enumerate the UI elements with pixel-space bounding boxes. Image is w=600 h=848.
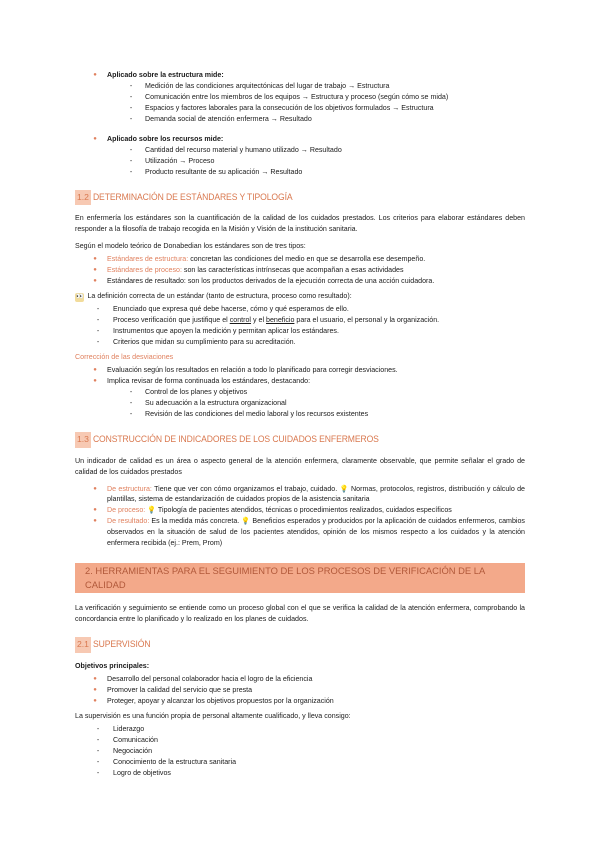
list-item: Cantidad del recurso material y humano utilizado → Resultado bbox=[145, 145, 342, 154]
paragraph: Un indicador de calidad es un área o aspecto general de la atención enfermera, claramente observable, que permite señalar el grado de calidad de los cuidados prestados bbox=[75, 456, 525, 476]
structure-block: ● Aplicado sobre la estructura mide: - Medición de las condiciones arquitectónicas del lugar de trabajo → Estructura - Comunicación entre los miembros de los equipos → Estructura y proceso (según cómo se mida) - Espacios y factores laborales para la consecución de los objetivos formulados → Estructura - Demanda social de atención enfermera → Resultado bbox=[75, 70, 525, 125]
type-label: Estándares de estructura: bbox=[107, 255, 189, 264]
list-item: Negociación bbox=[113, 746, 153, 755]
list-item: Su adecuación a la estructura organizacional bbox=[145, 399, 287, 408]
indicator-label: De resultado: bbox=[107, 517, 150, 526]
list-item: Producto resultante de su aplicación → Resultado bbox=[145, 167, 303, 176]
indicator-label: De proceso: bbox=[107, 506, 146, 515]
bullet-icon: ● bbox=[93, 675, 97, 682]
list-item: Proteger, apoyar y alcanzar los objetivos propuestos por la organización bbox=[107, 696, 334, 705]
paragraph: La supervisión es una función propia de personal altamente cualificado, y lleva consigo: bbox=[75, 711, 351, 720]
bullet-icon: ● bbox=[93, 278, 97, 285]
indicator-label: De estructura: bbox=[107, 484, 152, 493]
eyes-icon: 👀 bbox=[75, 293, 84, 302]
type-label: Estándares de resultado: bbox=[107, 277, 186, 286]
structure-title: Aplicado sobre la estructura mide: bbox=[107, 71, 224, 79]
lightbulb-icon: 💡 bbox=[241, 517, 251, 526]
list-item: Comunicación entre los miembros de los equipos → Estructura y proceso (según cómo se mida) bbox=[145, 92, 449, 101]
list-item: Utilización → Proceso bbox=[145, 156, 215, 165]
list-item: Proceso verificación que justifique el control y el beneficio para el usuario, el personal y la organización. bbox=[113, 316, 440, 325]
section-heading-2-1 bbox=[75, 637, 525, 652]
bullet-icon: ● bbox=[93, 507, 97, 514]
list-item: Criterios que midan su cumplimiento para su acreditación. bbox=[113, 338, 296, 347]
bullet-icon: ● bbox=[93, 267, 97, 274]
list-item: Enunciado que expresa qué debe hacerse, cómo y qué esperamos de ello. bbox=[113, 305, 349, 314]
section-title: CONSTRUCCIÓN DE INDICADORES DE LOS CUIDADOS ENFERMEROS bbox=[92, 433, 379, 445]
list-item: Medición de las condiciones arquitectónicas del lugar de trabajo → Estructura bbox=[145, 81, 390, 90]
type-text: concretan las condiciones del medio en que se desarrolla ese desempeño. bbox=[188, 255, 426, 264]
objectives-title: Objetivos principales: bbox=[75, 661, 150, 670]
section-number: 2.1 bbox=[75, 637, 91, 652]
correction-title: Corrección de las desviaciones bbox=[75, 353, 174, 362]
bullet-icon: ● bbox=[93, 518, 97, 525]
resources-title: Aplicado sobre los recursos mide: bbox=[107, 134, 224, 143]
chapter-title: 2. HERRAMIENTAS PARA EL SEGUIMIENTO DE LOS PROCESOS DE VERIFICACIÓN DE LA CALIDAD bbox=[85, 564, 485, 591]
section-title: SUPERVISIÓN bbox=[92, 639, 151, 650]
type-text: son las características intrínsecas que acompañan a esas actividades bbox=[181, 266, 404, 275]
bullet-icon: ● bbox=[93, 135, 97, 142]
list-item: Comunicación bbox=[113, 735, 158, 744]
resources-block: ● Aplicado sobre los recursos mide: - Cantidad del recurso material y humano utilizado → Resultado - Utilización → Proceso - Producto resultante de su aplicación → Resultado bbox=[75, 134, 525, 178]
bullet-icon: ● bbox=[93, 72, 97, 78]
bullet-icon: ● bbox=[93, 485, 97, 492]
section-number: 1.2 bbox=[75, 190, 91, 205]
list-item: Instrumentos que apoyen la medición y permitan aplicar los estándares. bbox=[113, 327, 339, 336]
lightbulb-icon: 💡 bbox=[339, 484, 349, 493]
list-item: Logro de objetivos bbox=[113, 768, 171, 777]
paragraph: Según el modelo teórico de Donabedian los estándares son de tres tipos: bbox=[75, 242, 306, 251]
list-item: Demanda social de atención enfermera → Resultado bbox=[145, 114, 312, 123]
bullet-icon: ● bbox=[93, 378, 97, 385]
list-item: Desarrollo del personal colaborador hacia el logro de la eficiencia bbox=[107, 674, 313, 683]
document-page: ● Aplicado sobre la estructura mide: - Medición de las condiciones arquitectónicas del lugar de trabajo → Estructura - Comunicación entre los miembros de los equipos → Estructura y proceso (según cómo se mida) - Espacios y factores laborales para la consecución de los objetivos formulados → Estructura - Demanda social de atención enfermera → Resultado ● Aplicado sobre los recursos mide: - Cantidad del recurso material y humano utilizado → Resultado - Utilización → Proceso - Producto resultante de su aplicación → Resultado 1.2 DETERMINACIÓN DE ESTÁNDARES Y TIPOLOGÍA En enfermería los estándares son la cuantificación de la calidad de los cuidados prestados. Los criterios para elaborar estándares deben responder a la filosofía de trabajo recogida en la Misión y Visión de la institución sanitaria. Según el modelo teórico de Donabedian los estándares son de tres tipos: ● Estándares de estructura: concretan las condiciones del medio en que se desarrolla ese desempeño. ● Estándares de proceso: son las características intrínsecas que acompañan a esas actividades ● Estándares de resultado: son los productos derivados de la ejecución correcta de una acción cuidadora. 👀 La definición correcta de un estándar (tanto de estructura, proceso como resultado): - Enunciado que expresa qué debe hacerse, cómo y qué esperamos de ello. - Proceso verificación que justifique el control y el beneficio para el usuario, el personal y la organización. - Instrumentos que apoyen la medición y permitan aplicar los estándares. - Criterios que midan su cumplimiento para su acreditación. Corrección de las desviaciones ● Evaluación según los resultados en relación a todo lo planificado para corregir desviaciones. ● Implica revisar de forma continuada los estándares, destacando: - Control de los planes y objetivos - Su adecuación a la estructura organizacional - Revisión de las condiciones del medio laboral y los recursos existentes 1.3 CONSTRUCCIÓN DE INDICADORES DE LOS CUIDADOS ENFERMEROS Un indicador de calidad es un área o aspecto general de la atención enfermera, claramente observable, que permite señalar el grado de calidad de los cuidados prestados ● De estructura: Tiene que ver con cómo organizamos el trabajo, cuidado. 💡 Normas, protocolos, registros, distribución y cálculo de plantillas, sistema de estandarización de cuidados propios de la asistencia sanitaria ● De proceso: 💡 Tipología de pacientes atendidos, técnicas o procedimientos realizados, cuidados específicos ● De resultado: Es la medida más concreta. 💡 Beneficios esperados y producidos por la aplicación de cuidados enfermeros, cambios observados en la situación de salud de los pacientes atendidos, opinión de los mismos respecto a los cuidados y la atención enfermera recibida (ej.: Prem, Prom) 2. HERRAMIENTAS PARA EL SEGUIMIENTO DE LOS PROCESOS DE VERIFICACIÓN DE LA CALIDAD La verificación y seguimiento se entiende como un proceso global con el que se verifica la calidad de la atención enfermera, comprobando la concordancia entre lo planificado y lo realizado en los planes de cuidados. 2.1 SUPERVISIÓN Objetivos principales: ● Desarrollo del personal colaborador hacia el logro de la eficiencia ● Promover la calidad del servicio que se presta ● Proteger, apoyar y alcanzar los objetivos propuestos por la organización La supervisión es una función propia de personal altamente cualificado, y lleva consigo: - Liderazgo - Comunicación - Negociación - Conocimiento de la estructura sanitaria - Logro de objetivos bbox=[75, 71, 525, 777]
paragraph: La verificación y seguimiento se entiende como un proceso global con el que se verifica la calidad de la atención enfermera, comprobando la concordancia entre lo planificado y lo realizado en los planes de cuidados. bbox=[75, 604, 525, 624]
chapter-heading-2 bbox=[75, 563, 525, 593]
list-item: Revisión de las condiciones del medio laboral y los recursos existentes bbox=[145, 410, 369, 419]
list-item: Promover la calidad del servicio que se presta bbox=[107, 685, 253, 694]
section-heading-1-3 bbox=[75, 432, 525, 447]
list-item: Implica revisar de forma continuada los estándares, destacando: bbox=[107, 377, 311, 386]
list-item: Liderazgo bbox=[113, 724, 145, 733]
list-item: Espacios y factores laborales para la consecución de los objetivos formulados → Estructura bbox=[145, 103, 434, 112]
section-heading-1-2 bbox=[75, 190, 525, 205]
bullet-icon: ● bbox=[93, 367, 97, 374]
list-item: Conocimiento de la estructura sanitaria bbox=[113, 757, 237, 766]
paragraph: En enfermería los estándares son la cuantificación de la calidad de los cuidados prestados. Los criterios para elaborar estándares deben responder a la filosofía de trabajo recogida en la Misión y Visión de la institución sanitaria. bbox=[75, 214, 525, 234]
list-item: Control de los planes y objetivos bbox=[145, 388, 248, 397]
bullet-icon: ● bbox=[93, 686, 97, 693]
section-title: DETERMINACIÓN DE ESTÁNDARES Y TIPOLOGÍA bbox=[92, 191, 293, 203]
type-text: son los productos derivados de la ejecución correcta de una acción cuidadora. bbox=[185, 277, 435, 286]
bullet-icon: ● bbox=[93, 256, 97, 263]
lightbulb-icon: 💡 bbox=[147, 506, 157, 515]
section-number: 1.3 bbox=[75, 432, 91, 447]
type-label: Estándares de proceso: bbox=[107, 266, 182, 275]
list-item: Evaluación según los resultados en relación a todo lo planificado para corregir desviaciones. bbox=[107, 366, 398, 375]
definition-title: La definición correcta de un estándar (tanto de estructura, proceso como resultado): bbox=[87, 292, 352, 301]
bullet-icon: ● bbox=[93, 697, 97, 704]
